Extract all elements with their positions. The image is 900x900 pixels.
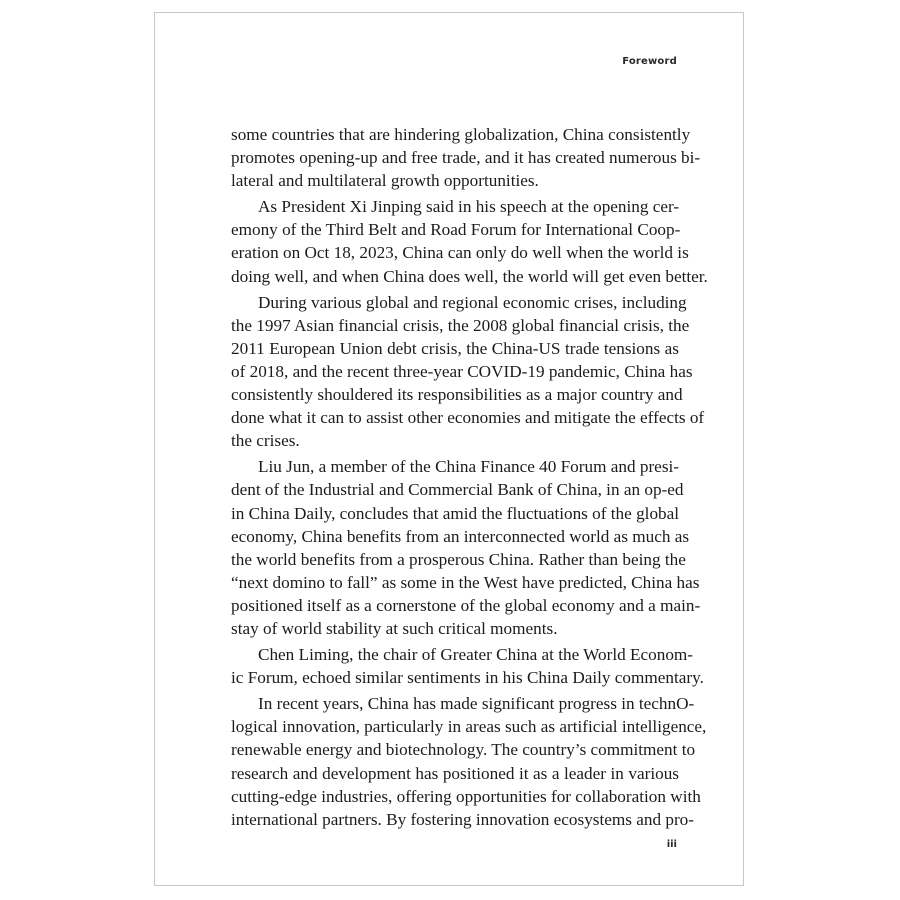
text-line: In recent years, China has made significant progress in technO- [258, 694, 695, 714]
text-line: renewable energy and biotechnology. The country’s commitment to [231, 740, 696, 760]
text-line: Chen Liming, the chair of Greater China at the World Econom- [258, 645, 694, 665]
page-number: iii [666, 839, 677, 850]
text-line: economy, China benefits from an interconnected world as much as [231, 526, 690, 546]
running-head: Foreword [622, 56, 677, 67]
text-line: doing well, and when China does well, the world will get even better. [231, 266, 708, 286]
book-page [154, 12, 744, 886]
text-line: lateral and multilateral growth opportunities. [231, 171, 539, 191]
text-line: research and development has positioned it as a leader in various [231, 763, 679, 783]
text-line: “next domino to fall” as some in the West have predicted, China has [231, 572, 700, 592]
paragraph-5 [231, 643, 704, 689]
text-line: of 2018, and the recent three-year COVID-19 pandemic, China has [231, 361, 693, 381]
text-line: Liu Jun, a member of the China Finance 40 Forum and presi- [258, 457, 680, 477]
text-line: consistently shouldered its responsibilities as a major country and [231, 385, 683, 405]
text-line: During various global and regional economic crises, including [258, 292, 687, 312]
text-line: logical innovation, particularly in areas such as artificial intelligence, [231, 717, 707, 737]
text-line: stay of world stability at such critical moments. [231, 618, 558, 638]
text-line: dent of the Industrial and Commercial Bank of China, in an op-ed [231, 480, 684, 500]
paragraph-4 [231, 455, 701, 640]
text-line: positioned itself as a cornerstone of the global economy and a main- [231, 595, 701, 615]
text-line: emony of the Third Belt and Road Forum for International Coop- [231, 220, 681, 240]
paragraph-3 [231, 291, 705, 453]
paragraph-1 [231, 123, 701, 192]
paragraph-2 [231, 195, 708, 287]
text-line: the 1997 Asian financial crisis, the 2008 global financial crisis, the [231, 315, 690, 335]
text-line: As President Xi Jinping said in his speech at the opening cer- [258, 197, 680, 217]
text-line: ic Forum, echoed similar sentiments in his China Daily commentary. [231, 668, 704, 688]
text-line: the crises. [231, 431, 300, 451]
text-line: some countries that are hindering globalization, China consistently [231, 125, 691, 144]
text-line: 2011 European Union debt crisis, the China-US trade tensions as [231, 338, 679, 358]
body-text [231, 123, 708, 834]
text-line: the world benefits from a prosperous China. Rather than being the [231, 549, 686, 569]
text-line: promotes opening-up and free trade, and it has created numerous bi- [231, 148, 701, 168]
text-line: cutting-edge industries, offering opportunities for collaboration with [231, 786, 701, 806]
text-line: done what it can to assist other economies and mitigate the effects of [231, 408, 705, 428]
text-line: eration on Oct 18, 2023, China can only do well when the world is [231, 243, 689, 263]
paragraph-6 [231, 692, 707, 831]
text-line: international partners. By fostering innovation ecosystems and pro- [231, 809, 694, 829]
text-line: in China Daily, concludes that amid the fluctuations of the global [231, 503, 680, 523]
